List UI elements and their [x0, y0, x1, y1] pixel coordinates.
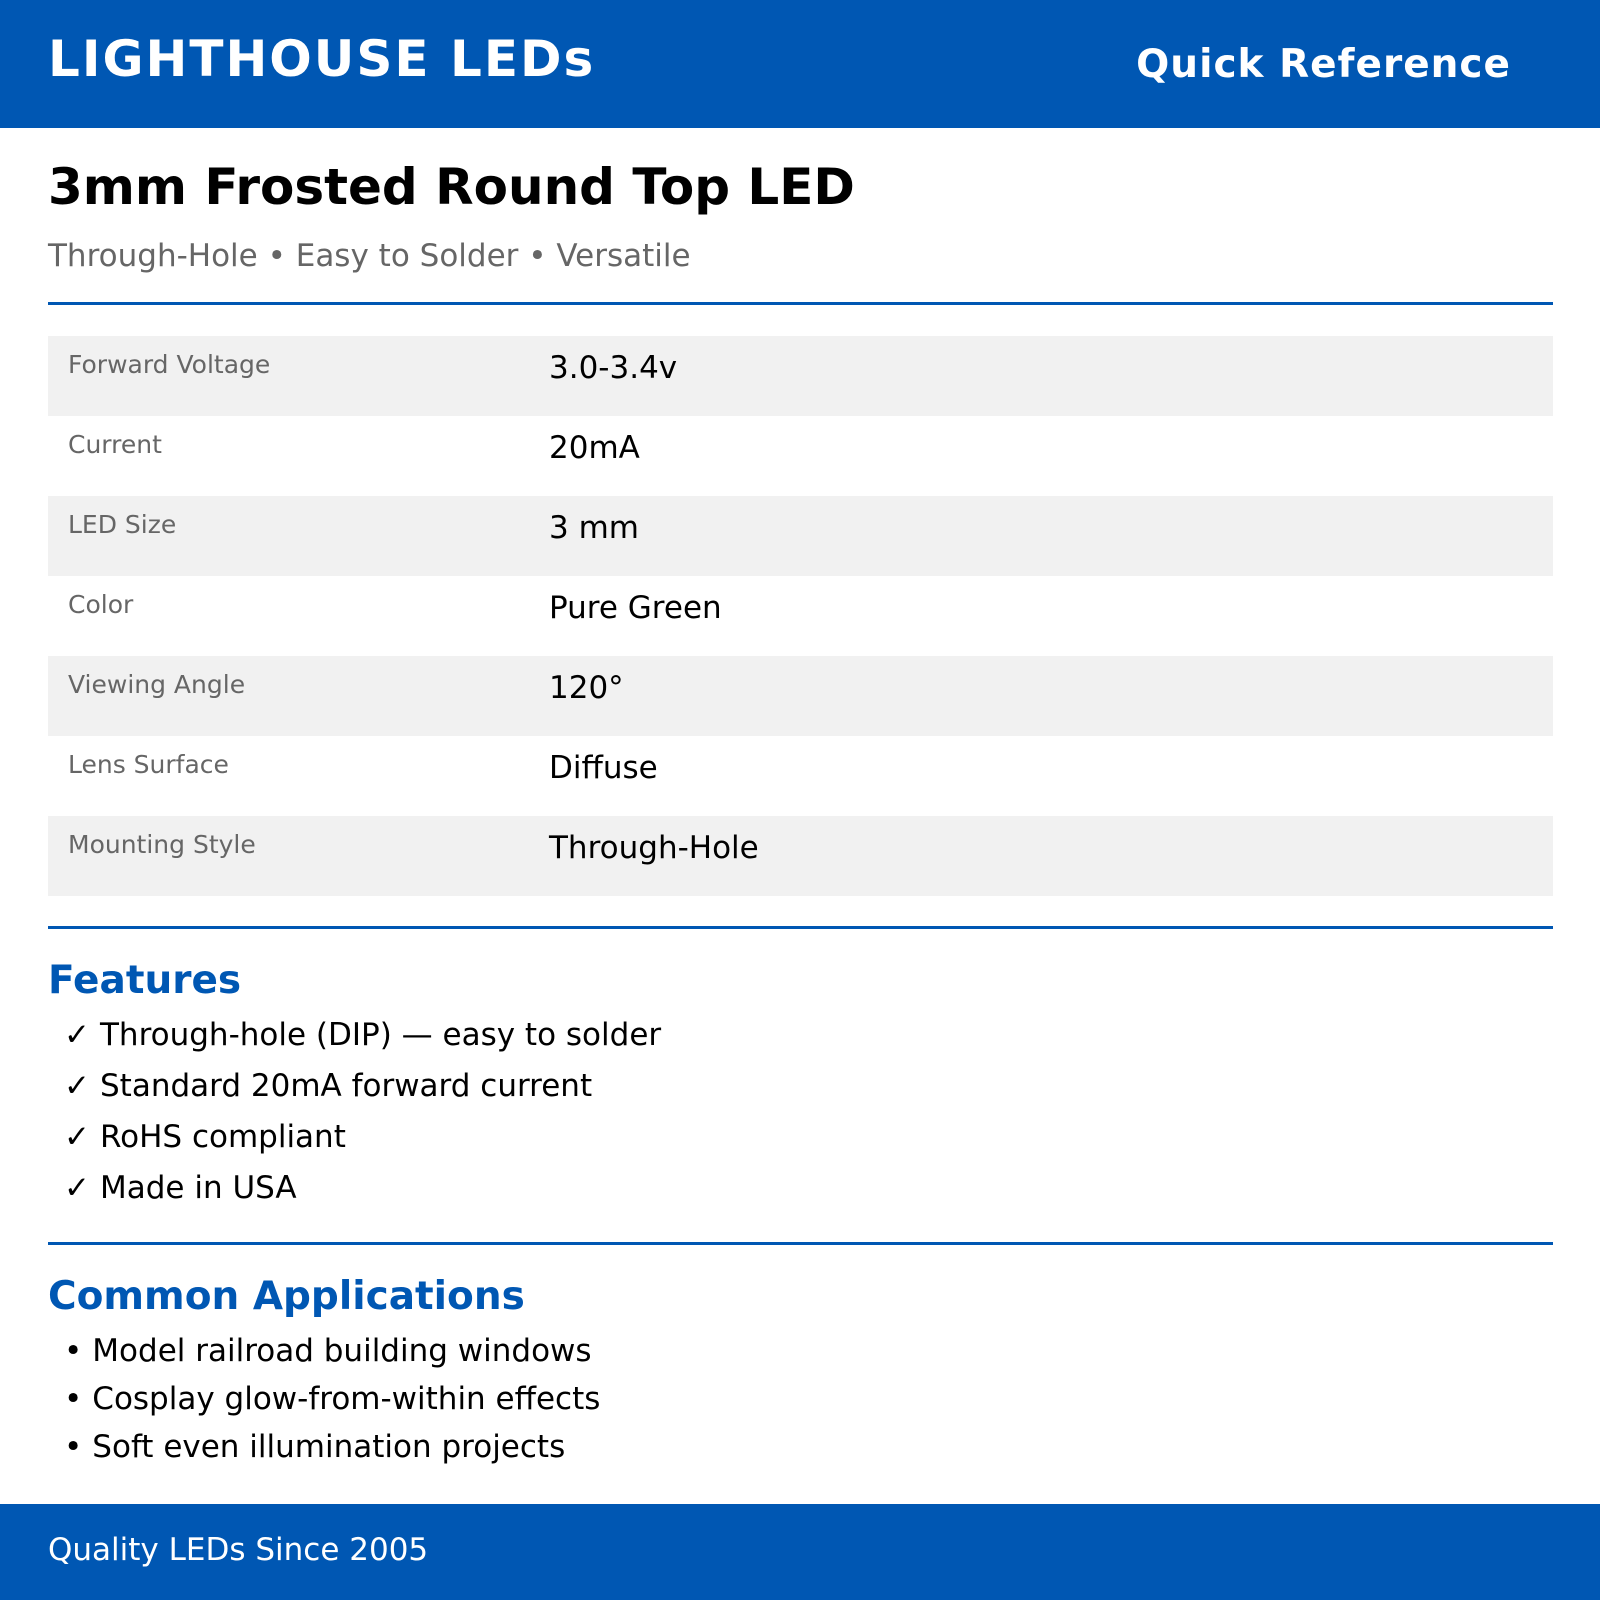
- feature-text: RoHS compliant: [99, 1119, 346, 1155]
- spec-label: LED Size: [68, 510, 177, 539]
- product-subtitle: Through-Hole • Easy to Solder • Versatile: [48, 238, 691, 274]
- feature-text: Through-hole (DIP) — easy to solder: [99, 1017, 662, 1053]
- brand-name: LIGHTHOUSE LEDs: [48, 30, 596, 88]
- feature-item: [64, 1065, 661, 1116]
- checkmark-icon: ✓: [64, 1017, 90, 1053]
- checkmark-icon: ✓: [64, 1170, 90, 1206]
- spec-value: 3 mm: [549, 510, 639, 546]
- spec-value: 3.0-3.4v: [549, 350, 678, 386]
- features-list: [64, 1014, 661, 1218]
- divider: [48, 1242, 1553, 1245]
- spec-label: Color: [68, 590, 134, 619]
- checkmark-icon: ✓: [64, 1119, 90, 1155]
- application-item: [64, 1427, 600, 1475]
- spec-value: 20mA: [549, 430, 640, 466]
- feature-item: [64, 1167, 661, 1218]
- spec-row: [48, 576, 1553, 656]
- features-heading: Features: [48, 958, 242, 1003]
- spec-label: Lens Surface: [68, 750, 229, 779]
- spec-label: Current: [68, 430, 162, 459]
- feature-item: [64, 1116, 661, 1167]
- spec-row: [48, 736, 1553, 816]
- spec-row: [48, 656, 1553, 736]
- spec-row: [48, 496, 1553, 576]
- spec-value: Diffuse: [549, 750, 658, 786]
- bullet-icon: •: [64, 1381, 83, 1417]
- spec-table: [48, 336, 1553, 896]
- spec-value: Pure Green: [549, 590, 722, 626]
- spec-label: Viewing Angle: [68, 670, 246, 699]
- application-text: Model railroad building windows: [92, 1333, 592, 1369]
- header-bar: [0, 0, 1600, 128]
- feature-item: [64, 1014, 661, 1065]
- header-title: Quick Reference: [1136, 42, 1511, 87]
- spec-row: [48, 416, 1553, 496]
- applications-list: [64, 1331, 600, 1475]
- applications-heading: Common Applications: [48, 1274, 525, 1319]
- feature-text: Standard 20mA forward current: [99, 1068, 593, 1104]
- bullet-icon: •: [64, 1333, 83, 1369]
- spec-row: [48, 336, 1553, 416]
- footer-tagline: Quality LEDs Since 2005: [48, 1532, 429, 1568]
- spec-label: Forward Voltage: [68, 350, 271, 379]
- spec-value: Through-Hole: [549, 830, 759, 866]
- spec-label: Mounting Style: [68, 830, 256, 859]
- spec-row: [48, 816, 1553, 896]
- footer-bar: [0, 1504, 1600, 1600]
- product-title: 3mm Frosted Round Top LED: [48, 158, 855, 216]
- spec-value: 120°: [549, 670, 624, 706]
- application-item: [64, 1379, 600, 1427]
- feature-text: Made in USA: [99, 1170, 297, 1206]
- checkmark-icon: ✓: [64, 1068, 90, 1104]
- application-item: [64, 1331, 600, 1379]
- divider: [48, 302, 1553, 305]
- divider: [48, 926, 1553, 929]
- application-text: Cosplay glow-from-within effects: [92, 1381, 601, 1417]
- application-text: Soft even illumination projects: [92, 1429, 566, 1465]
- bullet-icon: •: [64, 1429, 83, 1465]
